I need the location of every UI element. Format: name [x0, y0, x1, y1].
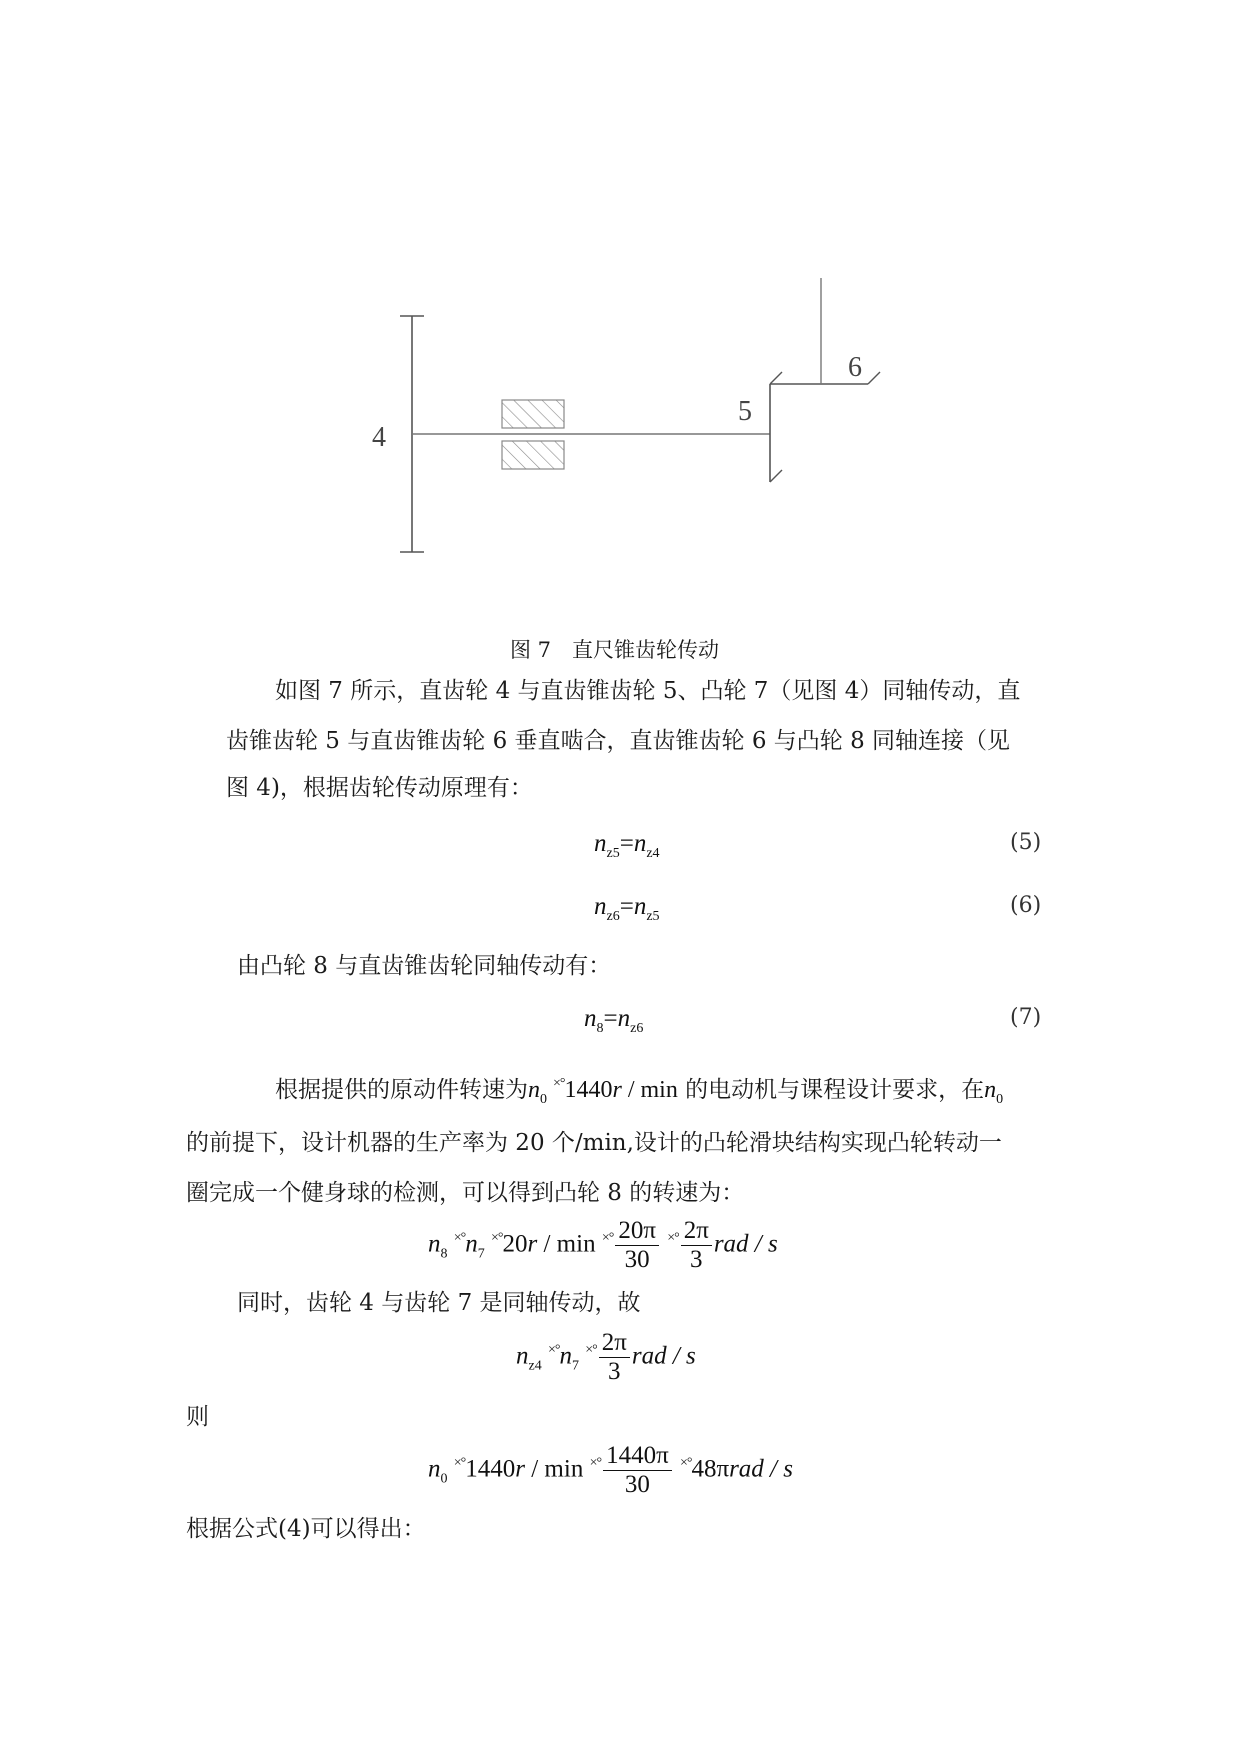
fraction-2pi-3-b: $\frac{2\pi}{3}$ — [599, 1330, 630, 1386]
gear6-bevel-right — [868, 372, 880, 384]
gear5-bevel-top — [770, 372, 782, 384]
label-gear5: 5 — [738, 396, 752, 427]
paragraph-1-line-1: 如图 7 所示，直齿轮 4 与直齿锥齿轮 5、凸轮 7（见图 4）同轴传动，直 — [275, 678, 1021, 704]
fraction-2pi-3: $\frac{2\pi}{3}$ — [681, 1218, 712, 1274]
equation-5: $n_{z5}=n_{z4}$ — [594, 830, 660, 861]
equation-6-number: (6) — [1010, 893, 1042, 918]
label-gear6: 6 — [848, 352, 862, 383]
equation-8: $n_8$ $^{\times^\circ}n_7$ ×°20r / min ×° $\frac{20\pi}{30}$ ×° $\frac{2\pi}{3}$ rad / s — [428, 1217, 778, 1273]
paragraph-6: 根据公式(4)可以得出： — [186, 1516, 426, 1542]
paragraph-3-line-1: 根据提供的原动件转速为$n_0$ ×°1440r / min 的电动机与课程设计要求，在$n_0$ — [275, 1076, 1004, 1107]
paragraph-4: 同时，齿轮 4 与齿轮 7 是同轴传动，故 — [237, 1290, 641, 1316]
paragraph-5: 则 — [186, 1404, 209, 1430]
equation-5-number: (5) — [1010, 830, 1042, 855]
equation-7-number: (7) — [1010, 1005, 1042, 1030]
equation-7: $n_8=n_{z6}$ — [584, 1005, 644, 1036]
equation-9: $n_{z4}$ $^{\times^\circ}n_7$ ×° $\frac{2\pi}{3}$ rad / s — [516, 1329, 696, 1385]
gear5-bevel-bottom — [770, 470, 782, 482]
equation-10: $n_0$ ×°1440r / min ×° $\frac{1440\pi}{30}$ ×°48πrad / s — [428, 1442, 793, 1498]
paragraph-1-line-3: 图 4)，根据齿轮传动原理有： — [226, 775, 533, 801]
paragraph-2: 由凸轮 8 与直齿锥齿轮同轴传动有： — [237, 953, 612, 979]
bearing-lower — [502, 441, 564, 469]
fraction-1440pi-30: $\frac{1440\pi}{30}$ — [603, 1443, 672, 1499]
fraction-20pi-30: $\frac{20\pi}{30}$ — [615, 1218, 659, 1274]
equation-6: $n_{z6}=n_{z5}$ — [594, 893, 660, 924]
paragraph-1-line-2: 齿锥齿轮 5 与直齿锥齿轮 6 垂直啮合，直齿锥齿轮 6 与凸轮 8 同轴连接（见 — [226, 728, 1011, 754]
paragraph-3-line-2: 的前提下，设计机器的生产率为 20 个/min,设计的凸轮滑块结构实现凸轮转动一 — [186, 1130, 1002, 1156]
bearing-upper — [502, 400, 564, 428]
paragraph-3-line-3: 圈完成一个健身球的检测，可以得到凸轮 8 的转速为： — [186, 1180, 745, 1206]
label-gear4: 4 — [372, 422, 386, 453]
figure-caption: 图 7 直尺锥齿轮传动 — [510, 638, 720, 662]
gear-transmission-diagram — [0, 0, 1241, 560]
